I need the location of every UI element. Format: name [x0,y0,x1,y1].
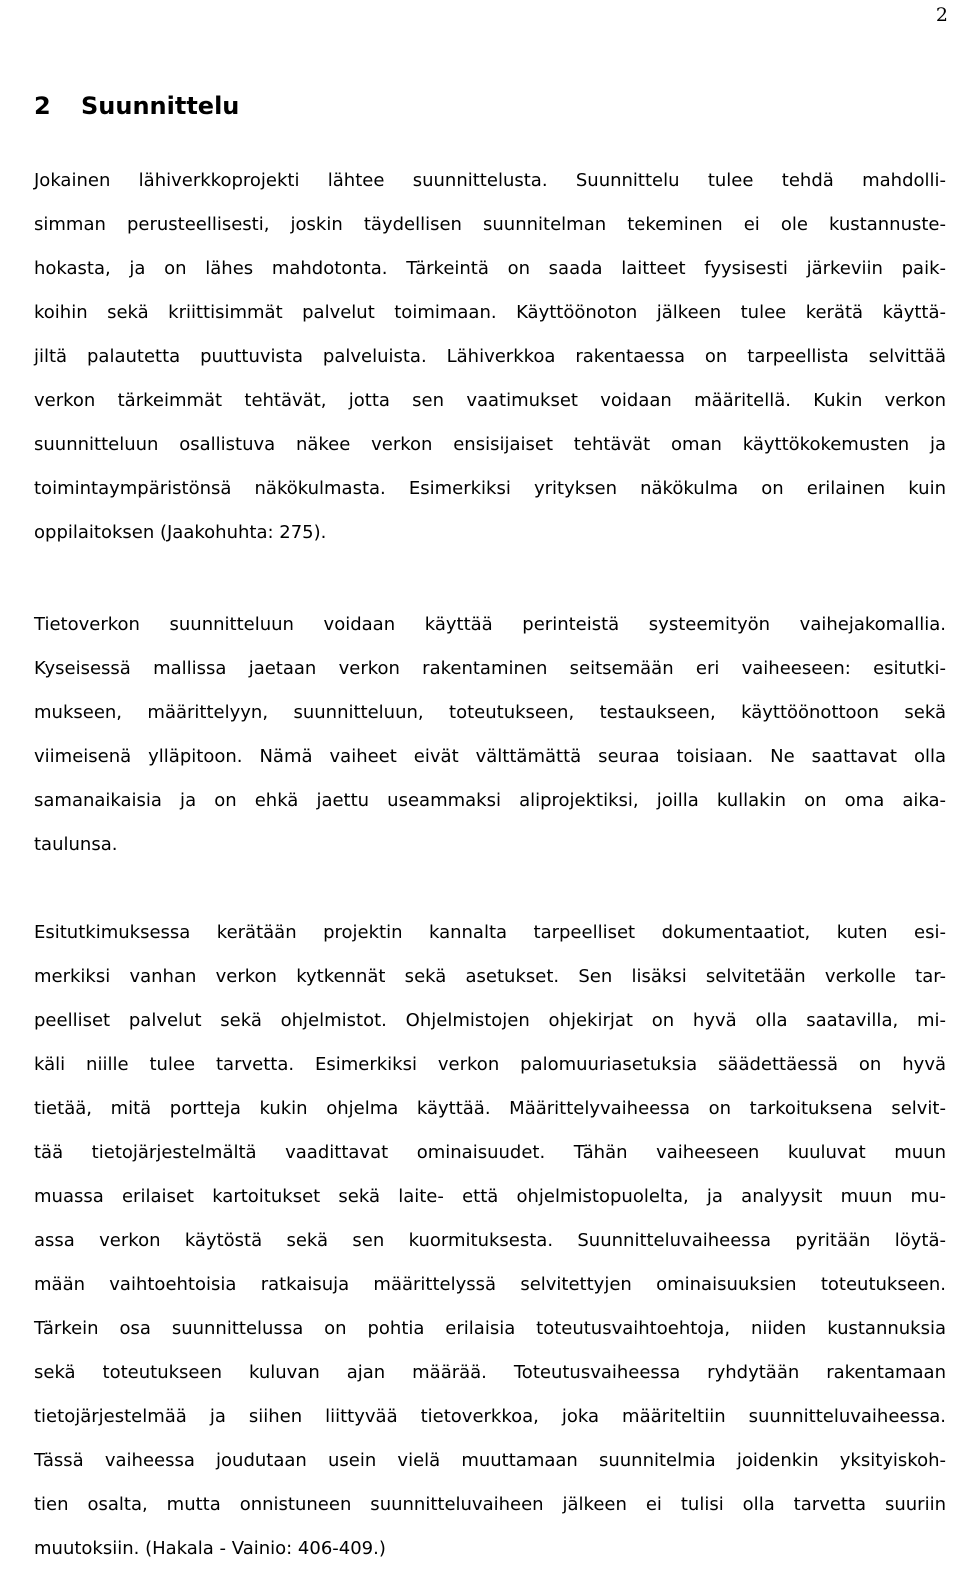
text-line: peelliset palvelut sekä ohjelmistot. Ohjelmistojen ohjekirjat on hyvä olla saatavilla, mi- [34,1010,946,1031]
text-line: viimeisenä ylläpitoon. Nämä vaiheet eivät välttämättä seuraa toisiaan. Ne saattavat olla [34,746,946,767]
text-line: assa verkon käytöstä sekä sen kuormituksesta. Suunnitteluvaiheessa pyritään löytä- [34,1230,946,1251]
text-line: verkon tärkeimmät tehtävät, jotta sen vaatimukset voidaan määritellä. Kukin verkon [34,390,946,411]
text-line: Jokainen lähiverkkoprojekti lähtee suunnittelusta. Suunnittelu tulee tehdä mahdolli- [34,170,946,191]
text-line: tietää, mitä portteja kukin ohjelma käyttää. Määrittelyvaiheessa on tarkoituksena selvit- [34,1098,946,1119]
paragraph-phase-descriptions [34,911,946,1571]
text-line: Tietoverkon suunnitteluun voidaan käyttää perinteistä systeemityön vaihejakomallia. [34,614,946,635]
text-line: Tässä vaiheessa joudutaan usein vielä muuttamaan suunnitelmia joidenkin yksityiskoh- [34,1450,946,1471]
paragraph-planning-intro [34,159,946,555]
text-line: tietojärjestelmää ja siihen liittyvää tietoverkkoa, joka määriteltiin suunnitteluvaiheessa. [34,1406,946,1427]
page-number: 2 [935,4,948,26]
text-line: sekä toteutukseen kuluvan ajan määrää. Toteutusvaiheessa ryhdytään rakentamaan [34,1362,946,1383]
text-line: hokasta, ja on lähes mahdotonta. Tärkeintä on saada laitteet fyysisesti järkeviin paik- [34,258,946,279]
text-line: suunnitteluun osallistuva näkee verkon ensisijaiset tehtävät oman käyttökokemusten ja [34,434,946,455]
text-line: tien osalta, mutta onnistuneen suunnitteluvaiheen jälkeen ei tulisi olla tarvetta suuriin [34,1494,946,1515]
text-line: toimintaympäristönsä näkökulmasta. Esimerkiksi yrityksen näkökulma on erilainen kuin [34,478,946,499]
section-number: 2 [34,92,51,120]
text-line: merkiksi vanhan verkon kytkennät sekä asetukset. Sen lisäksi selvitetään verkolle tar- [34,966,946,987]
text-line: Tärkein osa suunnittelussa on pohtia erilaisia toteutusvaihtoehtoja, niiden kustannuksia [34,1318,946,1339]
text-line: koihin sekä kriittisimmät palvelut toimimaan. Käyttöönoton jälkeen tulee kerätä käyttä- [34,302,946,323]
section-heading [34,90,239,122]
text-line: mään vaihtoehtoisia ratkaisuja määrittelyssä selvitettyjen ominaisuuksien toteutukseen. [34,1274,946,1295]
text-line: muutoksiin. (Hakala - Vainio: 406-409.) [34,1538,386,1559]
text-line: käli niille tulee tarvetta. Esimerkiksi verkon palomuuriasetuksia säädettäessä on hyvä [34,1054,946,1075]
text-line: Esitutkimuksessa kerätään projektin kannalta tarpeelliset dokumentaatiot, kuten esi- [34,922,946,943]
paragraph-phase-model [34,603,946,867]
text-line: Kyseisessä mallissa jaetaan verkon rakentaminen seitsemään eri vaiheeseen: esitutki- [34,658,946,679]
text-line: samanaikaisia ja on ehkä jaettu useammaksi aliprojektiksi, joilla kullakin on oma aika- [34,790,946,811]
text-line: mukseen, määrittelyyn, suunnitteluun, toteutukseen, testaukseen, käyttöönottoon sekä [34,702,946,723]
text-line: simman perusteellisesti, joskin täydellisen suunnitelman tekeminen ei ole kustannuste- [34,214,946,235]
text-line: tää tietojärjestelmältä vaadittavat ominaisuudet. Tähän vaiheeseen kuuluvat muun [34,1142,946,1163]
section-title: Suunnittelu [81,92,240,120]
text-line: muassa erilaiset kartoitukset sekä laite- että ohjelmistopuolelta, ja analyysit muun mu- [34,1186,946,1207]
text-line: taulunsa. [34,834,118,855]
text-line: oppilaitoksen (Jaakohuhta: 275). [34,522,327,543]
text-line: jiltä palautetta puuttuvista palveluista. Lähiverkkoa rakentaessa on tarpeellista selvittää [34,346,946,367]
